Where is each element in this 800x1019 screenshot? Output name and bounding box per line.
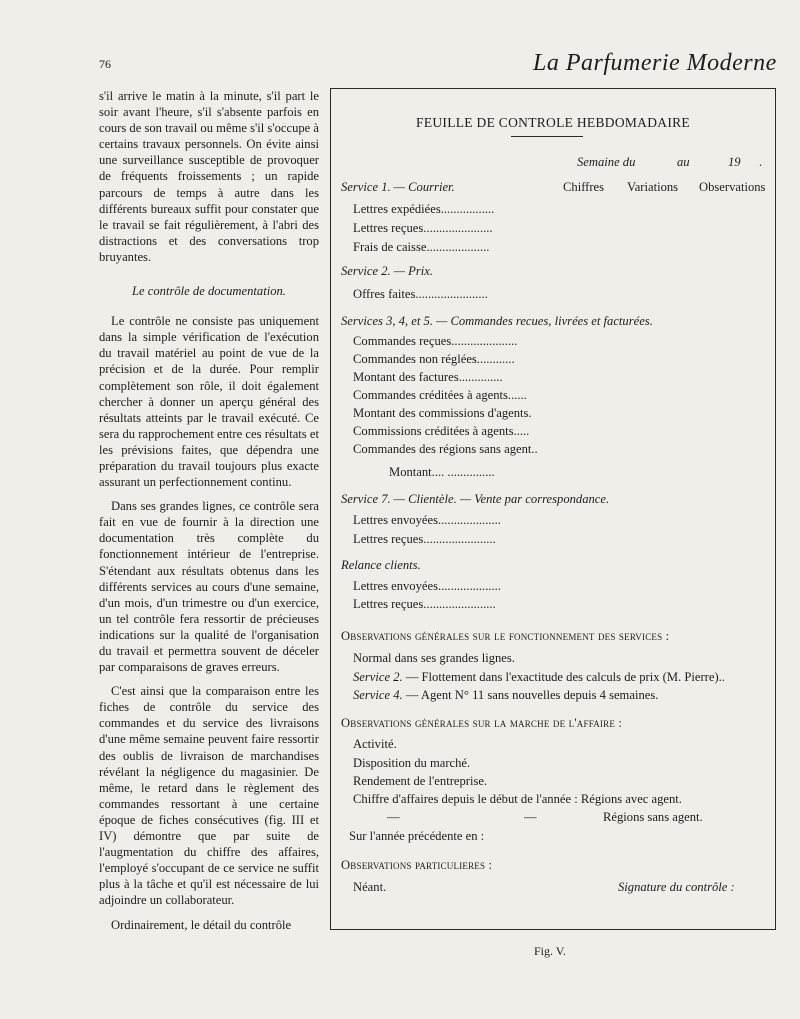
article-paragraph: Dans ses grandes lignes, ce contrôle sera fait en vue de fournir à la direction une documentation très complète du fonctionnement intérieur de l'entreprise. S'étendant aux résultats obtenus dans les différents services au cours d'une semaine, d'un mois, d'un trimestre ou d'un exercice, un tel contrôle fera ressortir de précieuses indications sur la qualité de l'organisation du travail et permettra souvent de déceler par comparaisons de graves erreurs.: [99, 499, 319, 675]
form-line: [353, 670, 725, 685]
form-line: Lettres envoyées....................: [353, 579, 501, 593]
form-line: Commandes des régions sans agent..: [353, 442, 538, 456]
dash: —: [387, 810, 400, 824]
form-line: Commissions créditées à agents.....: [353, 424, 530, 438]
observation-text: — Agent N° 11 sans nouvelles depuis 4 semaines.: [405, 688, 659, 702]
article-paragraph: Le contrôle ne consiste pas uniquement dans la simple vérification de l'exécution du travail matériel au point de vue de la précision et de la durée. Pour remplir complètement son rôle, il doit également chercher à donner un aperçu général des résultats atteints par le travail exécuté. Ce sera du rapprochement entre ces résultats et les prévisions faites, que dépendra une préparation du travail toujours plus exacte assurant un perfectionnement continu.: [99, 314, 319, 490]
form-line: Lettres reçues.......................: [353, 532, 496, 546]
week-au: au: [677, 155, 690, 169]
section-title-services-3-4-5: Services 3, 4, et 5. — Commandes recues, livrées et facturées.: [341, 314, 653, 328]
section-title-service-1: Service 1. — Courrier.: [341, 180, 455, 194]
dash: —: [524, 810, 537, 824]
week-year: 19: [728, 155, 741, 169]
form-line: Commandes non réglées............: [353, 352, 515, 366]
form-line: Lettres envoyées....................: [353, 513, 501, 527]
service-ref: Service 4.: [353, 688, 403, 702]
form-line: Normal dans ses grandes lignes.: [353, 651, 515, 665]
article-column: [99, 88, 319, 933]
form-line: Régions sans agent.: [603, 810, 703, 824]
form-title: FEUILLE DE CONTROLE HEBDOMADAIRE: [416, 115, 690, 130]
section-title-service-2: Service 2. — Prix.: [341, 264, 433, 278]
form-line: Offres faites.......................: [353, 287, 488, 301]
section-title-service-7: Service 7. — Clientèle. — Vente par correspondance.: [341, 492, 610, 506]
form-line: Frais de caisse....................: [353, 240, 490, 254]
form-line: Commandes reçues.....................: [353, 334, 518, 348]
figure-caption: Fig. V.: [534, 944, 566, 958]
article-subheading: Le contrôle de documentation.: [132, 284, 286, 299]
article-paragraph: s'il arrive le matin à la minute, s'il part le soir avant l'heure, s'il s'absente parfois en cours de son travail ou même s'il s'occupe à certains travaux personnels. On évite ainsi une surveillance susceptible de provoquer de fréquents froissements ; un rapide parcours de temps à autre dans les différents bureaux suffit pour constater que le travail se fait régulièrement, à l'abri des distractions et des conversations trop bruyantes.: [99, 89, 319, 264]
form-line: Montant des factures..............: [353, 370, 503, 384]
weekly-control-form: [330, 88, 776, 930]
form-line: Chiffre d'affaires depuis le début de l'année : Régions avec agent.: [353, 792, 682, 806]
form-line: Sur l'année précédente en :: [349, 829, 485, 843]
column-header-chiffres: Chiffres: [563, 180, 605, 194]
form-line: Lettres reçues.......................: [353, 597, 496, 611]
form-line: Activité.: [353, 737, 397, 751]
section-title-relance-clients: Relance clients.: [341, 558, 421, 572]
form-line: [353, 688, 658, 703]
form-line: Rendement de l'entreprise.: [353, 774, 488, 788]
form-line: Lettres reçues......................: [353, 221, 493, 235]
column-header-variations: Variations: [627, 180, 679, 194]
form-line: Néant.: [353, 880, 387, 894]
section-title-observations-particulieres: Observations particulieres :: [341, 858, 493, 872]
form-line: Disposition du marché.: [353, 756, 471, 770]
service-ref: Service 2.: [353, 670, 403, 684]
journal-masthead: La Parfumerie Moderne: [533, 50, 777, 76]
form-line: Commandes créditées à agents......: [353, 388, 527, 402]
section-title-observations-affaire: Observations générales sur la marche de l'affaire :: [341, 716, 623, 730]
section-title-observations-services: Observations générales sur le fonctionnement des services :: [341, 629, 670, 643]
article-paragraph: C'est ainsi que la comparaison entre les fiches de contrôle du service des commandes et du service des livraisons d'une même semaine peuvent faire ressortir des oublis de livraison de marchandises révélant la négligence du magasinier. De même, le retard dans le règlement des commandes ressortant à une certaine époque de fiches consécutives (fig. III et IV) démontre que par suite de l'augmentation du chiffre des affaires, l'employé s'occupant de ce service ne suffit plus à la tâche et qu'il est nécessaire de lui adjoindre un collaborateur.: [99, 684, 319, 908]
week-label: Semaine du: [577, 155, 636, 169]
form-line: Montant.... ...............: [389, 465, 495, 479]
article-paragraph: Ordinairement, le détail du contrôle: [111, 917, 292, 932]
form-line: Lettres expédiées.................: [353, 202, 495, 216]
form-title-rule: [511, 136, 583, 137]
column-header-observations: Observations: [699, 180, 766, 194]
signature-label: Signature du contrôle :: [618, 880, 735, 894]
observation-text: — Flottement dans l'exactitude des calculs de prix (M. Pierre)..: [405, 670, 725, 684]
page-number: 76: [99, 57, 111, 71]
week-dot: .: [759, 155, 763, 169]
form-line: Montant des commissions d'agents.: [353, 406, 532, 420]
